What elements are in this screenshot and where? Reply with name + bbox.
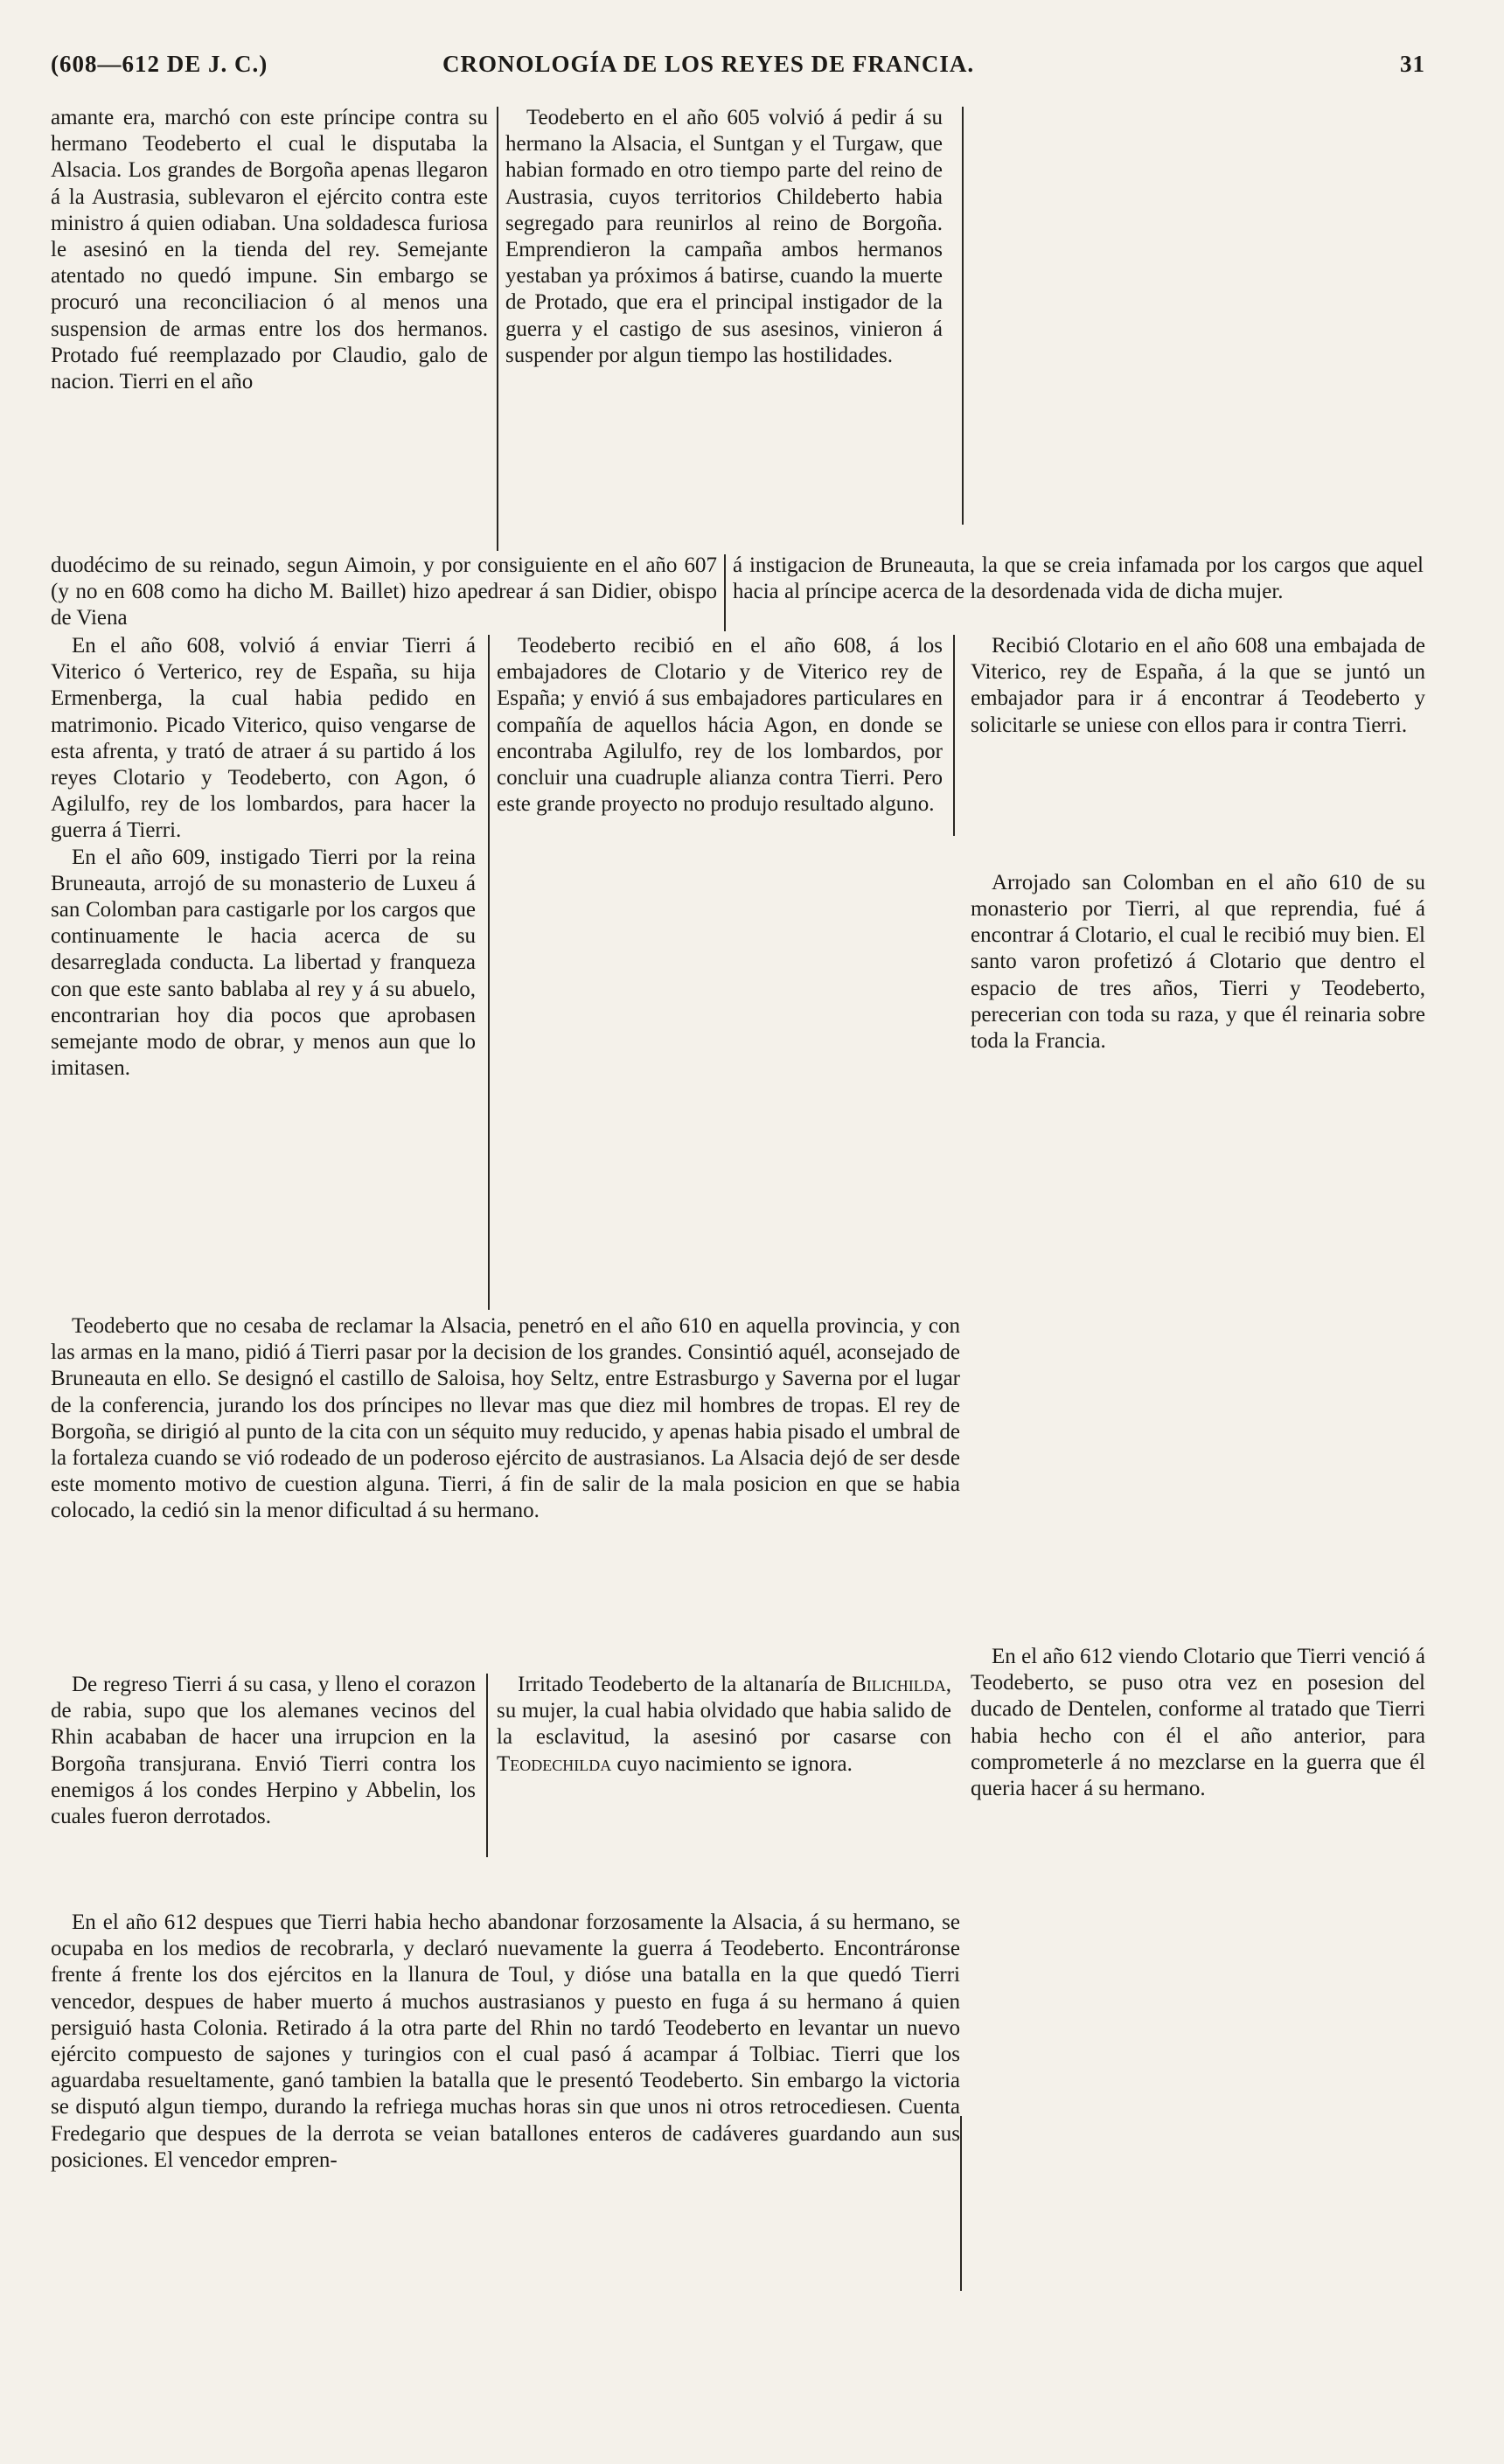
section1-center-column bbox=[505, 105, 943, 369]
column-divider bbox=[497, 107, 498, 551]
running-header bbox=[51, 51, 1425, 86]
section2-center-paragraph: Teodeberto recibió en el año 608, á los embajadores de Clotario y de Viterico rey de España; y envió á sus embajadores particulares en compañía de aquellos hácia Agon, en donde se encontraba Agilulfo, rey de los lombardos, por concluir una cuadruple alianza contra Tierri. Pero este grande proyecto no produjo resultado alguno. bbox=[497, 634, 943, 817]
section3-final-paragraph: En el año 612 despues que Tierri habia hecho abandonar forzosamente la Alsacia, á su hermano, se ocupaba en los medios de recobrarla, y declaró nuevamente la guerra á Teodeberto. Encontráronse frente á frente los dos ejércitos en la llanura de Toul, y dióse una batalla en la que quedó Tierri vencedor, despues de haber muerto á muchos austrasianos y puesto en fuga á su hermano á quien persiguió hasta Colonia. Retirado á la otra parte del Rhin no tardó Teodeberto en levantar un nuevo ejército compuesto de sajones y turingios con el cual pasó á acampar á Tolbiac. Tierri que los aguardaba resueltamente, ganó tambien la batalla que le presentó Teodeberto. Sin embargo la victoria se disputó algun tiempo, durando la refriega muchas horas sin que unos ni otros retrocediesen. Cuenta Fredegario que despues de la derrota se veian batallones enteros de cadáveres guardando aun sus posiciones. El vencedor empren- bbox=[51, 1911, 960, 2172]
section3-center-text-a: Irritado Teodeberto de la altanaría de bbox=[518, 1673, 846, 1696]
page-number: 31 bbox=[1400, 51, 1425, 77]
section1-left-column bbox=[51, 105, 488, 395]
section1-wide-text: duodécimo de su reinado, segun Aimoin, y por consiguiente en el año 607 (y no en 608 como ha dicho M. Baillet) hizo apedrear á san Didier, obispo de Viena bbox=[51, 553, 717, 630]
name-teodechilda: Teodechilda bbox=[497, 1751, 612, 1776]
section3-center-text-b: , su mujer, la cual habia olvidado que habia salido de la esclavitud, la asesinó por casarse con bbox=[497, 1673, 951, 1750]
section3-center-text-c: cuyo nacimiento se ignora. bbox=[616, 1751, 853, 1776]
section3-left-column bbox=[51, 1672, 476, 1830]
name-bilichilda: Bilichilda bbox=[852, 1673, 946, 1696]
column-divider bbox=[486, 1674, 488, 1857]
section1-right-block bbox=[733, 553, 1424, 605]
section1-left-text: amante era, marchó con este príncipe contra su hermano Teodeberto el cual le disputaba la Alsacia. Los grandes de Borgoña apenas llegaron á la Austrasia, sublevaron el ejército contra este ministro á quien odiaban. Una soldadesca furiosa le asesinó en la tienda del rey. Semejante atentado no quedó impune. Sin embargo se procuró una reconciliacion ó al menos una suspension de armas entre los dos hermanos. Protado fué reemplazado por Claudio, galo de nacion. Tierri en el año bbox=[51, 106, 488, 394]
header-date-range: (608—612 DE J. C.) bbox=[51, 51, 268, 77]
section3-right-column bbox=[971, 1644, 1425, 1802]
section3-left-paragraph: De regreso Tierri á su casa, y lleno el corazon de rabia, supo que los alemanes vecinos del Rhin acababan de hacer una irrupcion en la Borgoña transjurana. Envió Tierri contra los enemigos á los condes Herpino y Abbelin, los cuales fueron derrotados. bbox=[51, 1673, 476, 1829]
section2-right-paragraph-2: Arrojado san Colomban en el año 610 de su monasterio por Tierri, al que reprendia, fué á encontrar á Clotario, el cual le recibió muy bien. El santo varon profetizó á Clotario que dentro el espacio de tres años, Tierri y Teodeberto, perecerian con toda su raza, y que él reinaria sobre toda la Francia. bbox=[971, 870, 1425, 1054]
column-divider bbox=[960, 2116, 962, 2291]
section3-center-column bbox=[497, 1672, 951, 1778]
section3-wide-block bbox=[51, 1313, 960, 1525]
column-divider bbox=[962, 107, 964, 525]
section1-right-text: á instigacion de Bruneauta, la que se creia infamada por los cargos que aquel hacia al príncipe acerca de la desordenada vida de dicha mujer. bbox=[733, 553, 1424, 604]
section2-left-paragraph-2: En el año 609, instigado Tierri por la reina Bruneauta, arrojó de su monasterio de Luxeu á san Colomban para castigarle por los cargos que continuamente le hacia acerca de su desarreglada conducta. La libertad y franqueza con que este santo bablaba al rey y á su abuelo, encontrarian hoy dia pocos que aprobasen semejante modo de obrar, y menos aun que lo imitasen. bbox=[51, 845, 476, 1081]
section3-right-paragraph: En el año 612 viendo Clotario que Tierri venció á Teodeberto, se puso otra vez en posesion del ducado de Dentelen, conforme al tratado que Tierri habia hecho con él el año anterior, para comprometerle á no mezclarse en la guerra que él queria hacer á su hermano. bbox=[971, 1645, 1425, 1801]
section3-wide-paragraph: Teodeberto que no cesaba de reclamar la Alsacia, penetró en el año 610 en aquella provincia, y con las armas en la mano, pidió á Tierri pasar por la decision de los grandes. Consintió aquél, aconsejado de Bruneauta en ello. Se designó el castillo de Saloisa, hoy Seltz, entre Estrasburgo y Saverna por el lugar de la conferencia, jurando los dos príncipes no llevar mas que diez mil hombres de tropas. El rey de Borgoña, se dirigió al punto de la cita con un séquito muy reducido, y apenas habia pisado el umbral de la fortaleza cuando se vió rodeado de un poderoso ejército de austrasianos. La Alsacia dejó de ser desde este momento motivo de cuestion alguna. Tierri, á fin de salir de la mala posicion en que se habia colocado, la cedió sin la menor dificultad á su hermano. bbox=[51, 1314, 960, 1523]
section3-center-paragraph bbox=[497, 1672, 951, 1778]
column-divider bbox=[724, 554, 726, 631]
section2-right-paragraph-1: Recibió Clotario en el año 608 una embajada de Viterico, rey de España, á la que se juntó un embajador para ir á encontrar á Teodeberto y solicitarle se uniese con ellos para ir contra Tierri. bbox=[971, 634, 1425, 737]
column-divider bbox=[953, 635, 955, 836]
header-title: CRONOLOGÍA DE LOS REYES DE FRANCIA. bbox=[442, 51, 975, 77]
section1-center-text: Teodeberto en el año 605 volvió á pedir á su hermano la Alsacia, el Suntgan y el Turgaw, que habian formado en otro tiempo parte del reino de Austrasia, cuyos territorios Childeberto habia segregado para reunirlos al reino de Borgoña. Emprendieron la campaña ambos hermanos yestaban ya próximos á batirse, cuando la muerte de Protado, que era el principal instigador de la guerra y el castigo de sus asesinos, vinieron á suspender por algun tiempo las hostilidades. bbox=[505, 106, 943, 367]
section1-wide-block bbox=[51, 553, 717, 632]
section2-left-column bbox=[51, 633, 476, 1082]
section3-final-block bbox=[51, 1910, 960, 2174]
section2-right-column bbox=[971, 633, 1425, 1055]
section2-center-column bbox=[497, 633, 943, 818]
column-divider bbox=[488, 635, 490, 1310]
section2-left-paragraph-1: En el año 608, volvió á enviar Tierri á Viterico ó Verterico, rey de España, su hija Ermenberga, la cual habia pedido en matrimonio. Picado Viterico, quiso vengarse de esta afrenta, y trató de atraer á su partido á los reyes Clotario y Teodeberto, con Agon, ó Agilulfo, rey de los lombardos, para hacer la guerra á Tierri. bbox=[51, 634, 476, 843]
